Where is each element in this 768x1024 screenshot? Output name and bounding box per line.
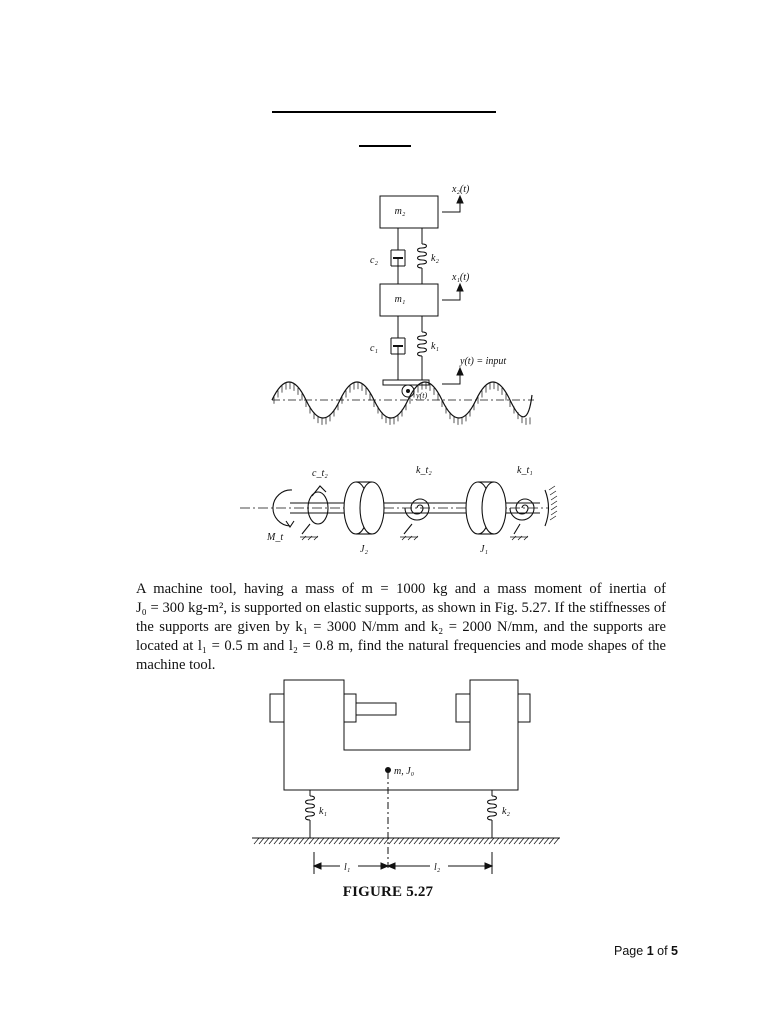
label-support-k1: k₁ <box>319 806 327 817</box>
problem-line: located at l₁ = 0.5 m and l₂ = 0.8 m, find the natural frequencies and mode shapes of the <box>136 638 666 654</box>
center-of-mass-dot <box>385 767 391 773</box>
label-kt2: k_t₂ <box>416 465 432 476</box>
label-input: y(t) = input <box>460 356 507 367</box>
label-m1: m₁ <box>394 294 406 305</box>
tool-spindle <box>356 703 396 715</box>
label-ct2: c_t₂ <box>312 468 328 479</box>
label-l2: l₂ <box>434 862 441 873</box>
label-mt: M_t <box>267 532 284 543</box>
label-k2: k₂ <box>431 253 439 264</box>
page-total: 5 <box>671 944 678 958</box>
label-k1: k₁ <box>431 341 439 352</box>
label-c2: c₂ <box>370 255 378 266</box>
label-yt: y(t) <box>416 391 428 400</box>
label-c1: c₁ <box>370 343 378 354</box>
label-m2: m₂ <box>394 206 406 217</box>
support-spring-k2 <box>488 796 497 820</box>
page-label: Page <box>614 944 644 958</box>
label-x2: x₂(t) <box>452 184 470 195</box>
label-j2: J₂ <box>360 544 368 555</box>
label-j1: J₁ <box>480 544 488 555</box>
page-current: 1 <box>646 944 654 958</box>
problem-line: A machine tool, having a mass of m = 1000 kg and a mass moment of inertia of <box>136 581 666 597</box>
figure-caption: FIGURE 5.27 <box>342 884 434 900</box>
label-x1: x₁(t) <box>452 272 470 283</box>
page-of: of <box>657 944 668 958</box>
label-mass-inertia: m, J₀ <box>394 766 415 777</box>
problem-line: the supports are given by k₁ = 3000 N/mm and k₂ = 2000 N/mm, and the supports are <box>136 619 666 635</box>
problem-line: J₀ = 300 kg-m², is supported on elastic supports, as shown in Fig. 5.27. If the stiffnesses of <box>136 600 666 616</box>
problem-line: machine tool. <box>136 657 216 673</box>
label-support-k2: k₂ <box>502 806 510 817</box>
support-spring-k1 <box>306 796 315 820</box>
page-number <box>560 944 678 958</box>
label-kt1: k_t₁ <box>517 465 533 476</box>
label-l1: l₁ <box>344 862 351 873</box>
